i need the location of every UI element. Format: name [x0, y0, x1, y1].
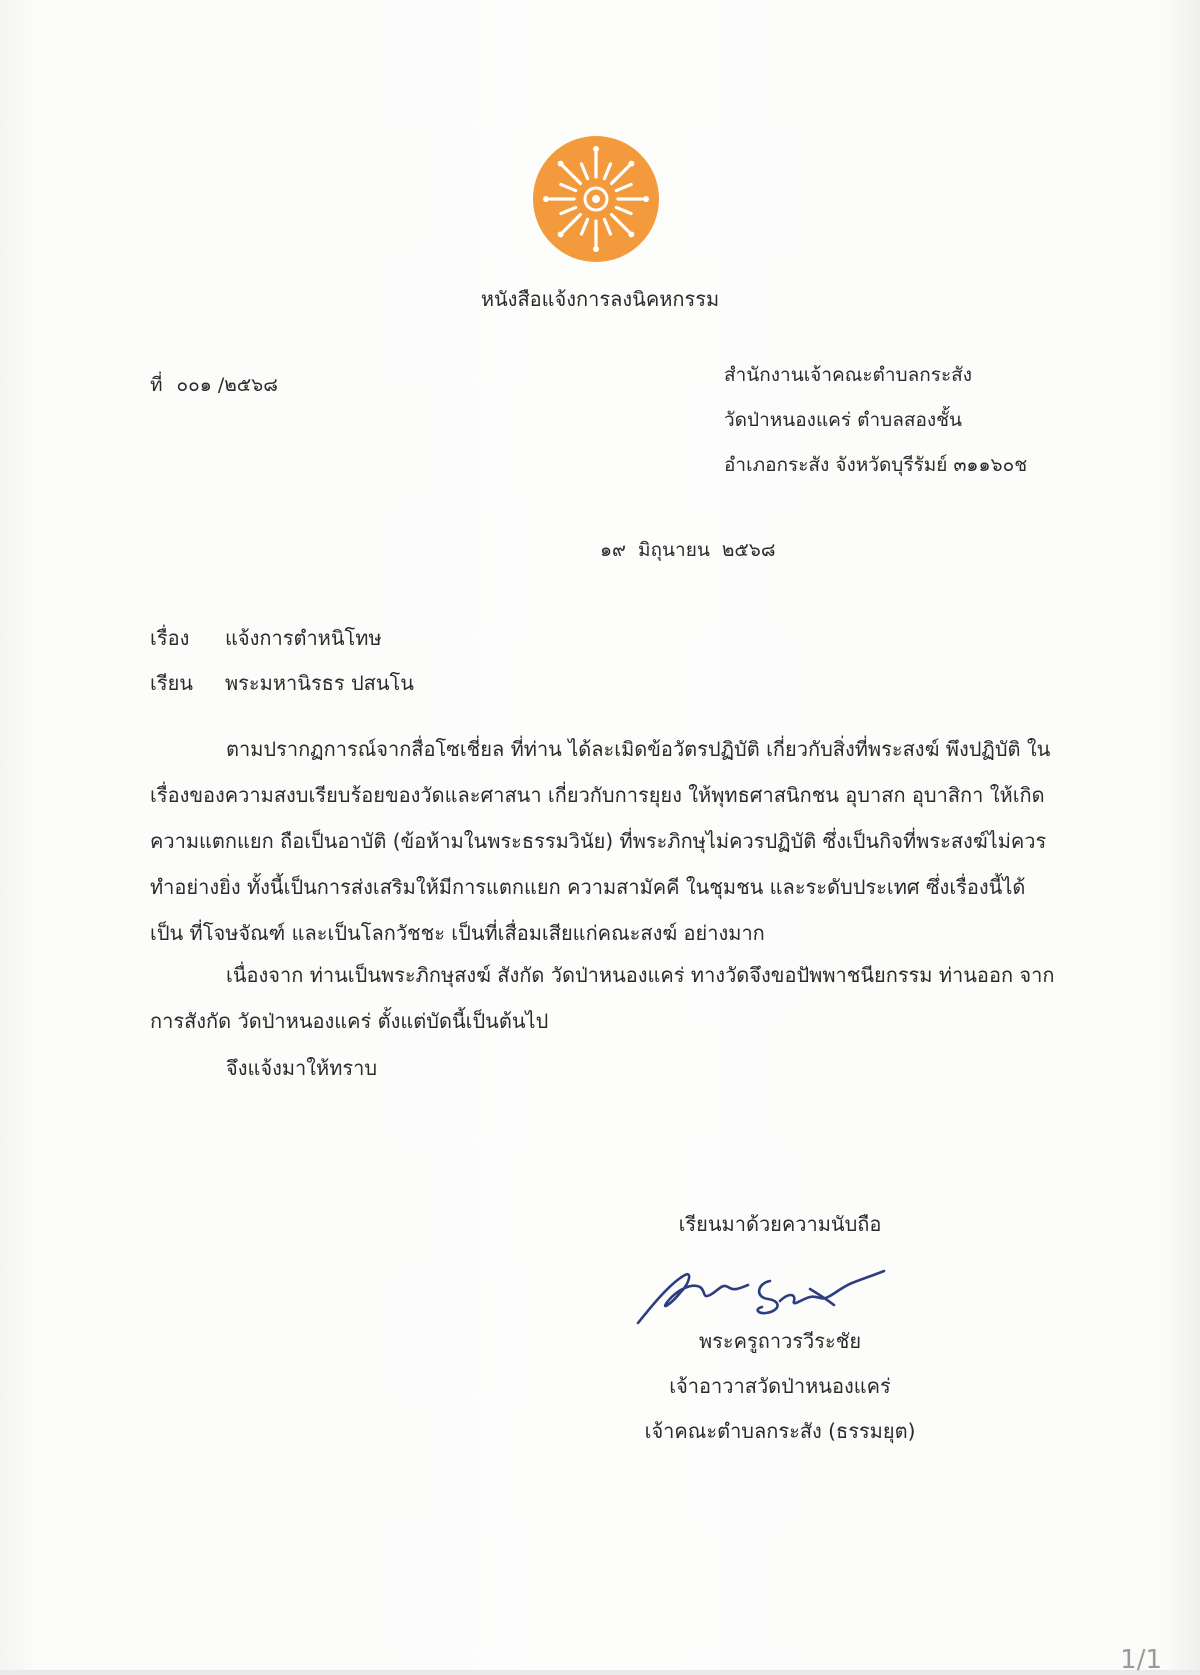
- address-line-3: อำเภอกระสัง จังหวัดบุรีรัมย์ ๓๑๑๖๐ช: [724, 454, 1028, 476]
- subject-value: แจ้งการตำหนิโทษ: [225, 626, 382, 650]
- signer-title-1: เจ้าอาวาสวัดป่าหนองแคร่: [669, 1374, 891, 1398]
- signer-title-2: เจ้าคณะตำบลกระสัง (ธรรมยุต): [644, 1419, 916, 1443]
- sign-off: เรียนมาด้วยความนับถือ: [678, 1212, 882, 1236]
- recipient-value: พระมหานิรธร ปสนโน: [225, 671, 414, 695]
- closing-line: จึงแจ้งมาให้ทราบ: [226, 1056, 378, 1080]
- body-paragraph-1: ตามปรากฏการณ์จากสื่อโซเชี่ยล ที่ท่าน ได้ละเมิดข้อวัตรปฏิบัติ เกี่ยวกับสิ่งที่พระสงฆ์ พึงปฏิบัติ ใน เรื่องของความสงบเรียบร้อยของวัดและศาสนา เกี่ยวกับการยุยง ให้พุทธศาสนิกชน อุบาสก อุบาสิกา ให้เกิด ความแตกแยก ถือเป็นอาบัติ (ข้อห้ามในพระธรรมวินัย) ที่พระภิกษุไม่ควรปฏิบัติ ซึ่งเป็นกิจที่พระสงฆ์ไม่ควร ทำอย่างยิ่ง ทั้งนี้เป็นการส่งเสริมให้มีการแตกแยก ความสามัคคี ในชุมชน และระดับประเทศ ซึ่งเรื่องนี้ได้เป็น ที่โจษจัณฑ์ และเป็นโลกวัชชะ เป็นที่เสื่อมเสียแก่คณะสงฆ์ อย่างมาก: [150, 737, 1051, 945]
- recipient-row: [150, 667, 414, 699]
- page-indicator: 1/1: [1120, 1645, 1162, 1675]
- buddhist-emblem-icon: [531, 134, 661, 264]
- subject-label: เรื่อง: [150, 626, 190, 650]
- address-line-2: วัดป่าหนองแคร่ ตำบลสองชั้น: [724, 409, 963, 431]
- signer-name: พระครูถาวรวีระชัย: [698, 1329, 862, 1353]
- reference-value: ๐๐๑ /๒๕๖๘: [176, 374, 278, 396]
- handwritten-signature: [630, 1253, 890, 1333]
- reference-number: [150, 370, 278, 400]
- subject-row: [150, 622, 382, 654]
- document-title: หนังสือแจ้งการลงนิคหกรรม: [480, 287, 720, 311]
- recipient-label: เรียน: [150, 671, 193, 695]
- address-line-1: สำนักงานเจ้าคณะตำบลกระสัง: [724, 364, 973, 386]
- reference-label: ที่: [150, 374, 163, 396]
- letter-date: ๑๙ มิถุนายน ๒๕๖๘: [600, 539, 776, 561]
- body-paragraph-2: เนื่องจาก ท่านเป็นพระภิกษุสงฆ์ สังกัด วัดป่าหนองแคร่ ทางวัดจึงขอปัพพาชนียกรรม ท่านออก จากการสังกัด วัดป่าหนองแคร่ ตั้งแต่บัดนี้เป็นต้นไป: [150, 963, 1055, 1033]
